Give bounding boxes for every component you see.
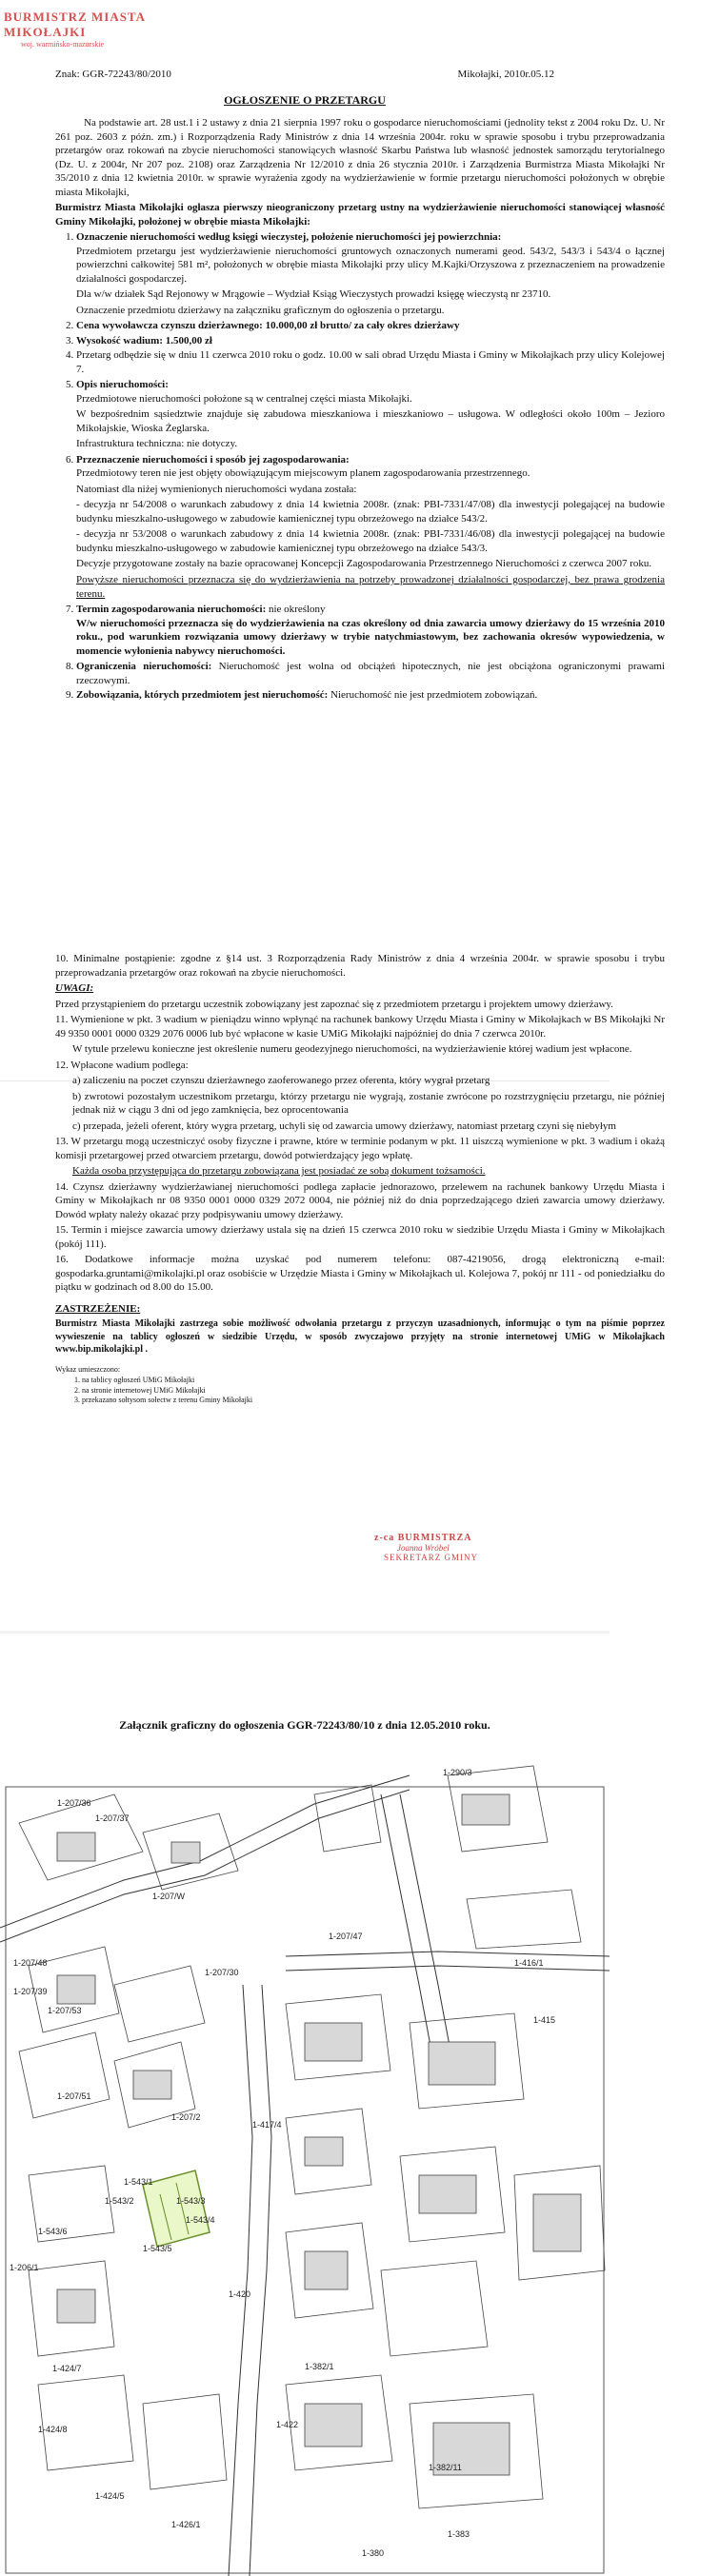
letterhead bbox=[4, 10, 213, 49]
list-item bbox=[76, 453, 665, 601]
item-text: Natomiast dla niżej wymienionych nieruchomości wydana została: bbox=[76, 483, 357, 495]
item-text: Powyższe nieruchomości przeznacza się do wydzierżawienia na potrzeby prowadzonej działalności gospodarczej, bez prawa grodzenia terenu. bbox=[76, 573, 665, 600]
parcel-label: 1-207/51 bbox=[57, 2091, 91, 2101]
list-item bbox=[76, 348, 665, 376]
parcel-label: 1-543/2 bbox=[105, 2196, 134, 2206]
parcel-label: 1-424/5 bbox=[95, 2491, 125, 2501]
continuation-body bbox=[0, 952, 720, 1406]
map-drawing bbox=[0, 1737, 610, 2576]
parcel-label: 1-416/1 bbox=[514, 1958, 544, 1968]
item-12b: b) zwrotowi pozostałym uczestnikom przetargu, którzy przetargu nie wygrają, zostanie zwrócone po rozstrzygnięciu przetargu, nie później jednak niż w ciągu 3 dni od jego zamknięcia, bez oprocentowania bbox=[72, 1090, 665, 1117]
announcement-body bbox=[0, 116, 720, 703]
reference-number: Znak: GGR-72243/80/2010 bbox=[55, 69, 171, 80]
parcel-label: 1-382/11 bbox=[429, 2463, 462, 2472]
item-text: Przedmiotowe nieruchomości położone są w centralnej części miasta Mikołajki. bbox=[76, 392, 412, 405]
list-item bbox=[76, 660, 665, 687]
place-date: Mikołajki, 2010r.05.12 bbox=[457, 69, 554, 80]
intro-paragraph: Na podstawie art. 28 ust.1 i 2 ustawy z dnia 21 sierpnia 1997 roku o gospodarce nieruchomościami (jednolity tekst z 2004 roku Dz. U. Nr 261 poz. 2603 z późn. zm.) i Rozporządzenia Rady Ministrów z dnia 14 września 2004r. roku w sprawie sposobu i trybu przeprowadzania przetargów oraz rokowań na zbycie nieruchomości stanowiących własność Skarbu Państwa lub własność jednostek samorządu terytorialnego (Dz. U. z 2004r, Nr 207 poz. 2108) oraz Zarządzenia Nr 12/2010 z dnia 26 stycznia 2010r. i Zarządzenia Burmistrza Miasta Mikołajki Nr 35/2010 z dnia 12 kwietnia 2010r. w sprawie wyrażenia zgody na wydzierżawienie w formie przetargu nieruchomości położonych w obrębie miasta Mikołajki, bbox=[55, 117, 665, 198]
item-text: 4. Przetarg odbędzie się w dniu 11 czerwca 2010 roku o godz. 10.00 w sali obrad Urzędu Miasta i Gminy w Mikołajkach przy ulicy Kolejowej 7. bbox=[76, 349, 665, 375]
list-item bbox=[76, 378, 665, 451]
stamp-line-1: z-ca BURMISTRZA bbox=[374, 1533, 472, 1543]
cadastral-map bbox=[0, 1737, 610, 2576]
item-text: nie określony bbox=[268, 604, 326, 616]
parcel-label: 1-207/37 bbox=[95, 1813, 130, 1823]
parcel-label: 1-424/8 bbox=[38, 2425, 68, 2434]
item-text: Decyzje przygotowane zostały na bazie opracowanej Koncepcji Zagospodarowania Przestrzennego Nieruchomości z czerwca 2007 roku. bbox=[76, 558, 652, 570]
list-item bbox=[76, 334, 665, 348]
parcel-label: 1-207/47 bbox=[329, 1932, 363, 1941]
parcel-label: 1-290/3 bbox=[443, 1768, 472, 1777]
parcel-label: 1-543/6 bbox=[38, 2227, 68, 2236]
parcel-label: 1-543/3 bbox=[176, 2196, 206, 2206]
item-text: Przedmiotowy teren nie jest objęty obowiązującym miejscowym planem zagospodarowania przestrzennego. bbox=[76, 467, 530, 480]
item-heading: Opis nieruchomości: bbox=[76, 379, 169, 391]
attachment-title: Załącznik graficzny do ogłoszenia GGR-72243/80/10 z dnia 12.05.2010 roku. bbox=[119, 1718, 490, 1732]
reservation-text: Burmistrz Miasta Mikołajki zastrzega sobie możliwość odwołania przetargu z przyczyn uzasadnionych, informując o tym na piśmie poprzez wywieszenie na tablicy ogłoszeń w siedzibie Urzędu, w sposób zwyczajowo przyjęty na stronie internetowej UMiG w Mikołajkach www.bip.mikolajki.pl . bbox=[55, 1318, 665, 1355]
parcel-label: 1-383 bbox=[448, 2529, 470, 2539]
parcel-label: 1-207/36 bbox=[57, 1798, 91, 1808]
list-item bbox=[76, 230, 665, 317]
item-text: Nieruchomość nie jest przedmiotem zobowiązań. bbox=[330, 689, 538, 702]
item-text: - decyzja nr 53/2008 o warunkach zabudowy z dnia 14 kwietnia 2008r. (znak: PBI-7331/46/08) dla inwestycji polegającej na budowie budynku mieszkalno-usługowego w zabudowie kamienicznej typu obrzeżowego na działce 543/3. bbox=[76, 528, 665, 554]
item-text: Oznaczenie przedmiotu dzierżawy na załączniku graficznym do ogłoszenia o przetargu. bbox=[76, 304, 445, 316]
letterhead-address: woj. warmińsko-mazurskie bbox=[21, 40, 105, 49]
list-item bbox=[76, 688, 665, 703]
item-heading: Przeznaczenie nieruchomości i sposób jej zagospodarowania: bbox=[76, 453, 350, 466]
parcel-label: 1-207/48 bbox=[13, 1958, 48, 1968]
parcel-label: 1-417/4 bbox=[252, 2120, 282, 2130]
list-item bbox=[76, 603, 665, 658]
parcel-label: 1-426/1 bbox=[171, 2520, 201, 2529]
parcel-label: 1-207/39 bbox=[13, 1987, 48, 1996]
item-heading: Zobowiązania, których przedmiotem jest nieruchomość: bbox=[76, 689, 329, 702]
stamp-signature: Joanna Wróbel bbox=[397, 1543, 450, 1553]
item-text: W bezpośrednim sąsiedztwie znajduje się zabudowa mieszkaniowa i mieszkaniowo – usługowa. W odległości około 100m – Jezioro Mikołajskie, Wioska Żeglarska. bbox=[76, 408, 665, 434]
distribution-list bbox=[55, 1365, 665, 1406]
item-text: Dla w/w działek Sąd Rejonowy w Mrągowie – Wydział Ksiąg Wieczystych prowadzi księgę wieczystą nr 23710. bbox=[76, 288, 551, 301]
parcel-label: 1-420 bbox=[229, 2289, 251, 2299]
parcel-label: 1-207/2 bbox=[171, 2112, 201, 2122]
letterhead-name: BURMISTRZ MIASTA MIKOŁAJKI bbox=[4, 10, 146, 39]
item-heading: Cena wywoławcza czynszu dzierżawnego: 10.000,00 zł brutto/ za cały okres dzierżawy bbox=[76, 320, 460, 332]
items-list bbox=[55, 230, 665, 703]
item-text: Nieruchomość jest wolna od obciążeń hipotecznych, nie jest obciążona ograniczonymi prawami rzeczowymi. bbox=[76, 661, 666, 686]
parcel-label: 1-380 bbox=[362, 2548, 385, 2558]
item-12a: a) zaliczeniu na poczet czynszu dzierżawnego zaoferowanego przez oferenta, który wygrał przetarg bbox=[72, 1075, 490, 1087]
parcel-label: 1-382/1 bbox=[305, 2362, 334, 2371]
list-item: 3. przekazano sołtysom sołectw z terenu Gminy Mikołajki bbox=[74, 1396, 253, 1405]
item-heading: Termin zagospodarowania nieruchomości: bbox=[76, 604, 267, 616]
parcel-label: 1-207/53 bbox=[48, 2006, 82, 2015]
intro-announcement: Burmistrz Miasta Mikołajki ogłasza pierwszy nieograniczony przetarg ustny na wydzierżawienie nieruchomości stanowiącej własność Gminy Mikołajki, położonej w obrębie miasta Mikołajki: bbox=[55, 202, 665, 228]
item-text: - decyzja nr 54/2008 o warunkach zabudowy z dnia 14 kwietnia 2008r. (znak: PBI-7331/47/08) dla inwestycji polegającej na budowie budynku mieszkalno-usługowego w zabudowie kamienicznej typu obrzeżowego na działce 543/2. bbox=[76, 499, 665, 525]
item-14: 14. Czynsz dzierżawny wydzierżawianej nieruchomości podlega zapłacie jednorazowo, przelewem na rachunek bankowy Urzędu Miasta i Gminy w Mikołajkach nr 08 9350 0001 0000 0329 2072 0004, nie później niż do dnia poprzedzającego dzień zawarcia umowy dzierżawy. Dowód wpłaty należy okazać przy podpisywaniu umowy dzierżawy. bbox=[55, 1180, 665, 1220]
page-separator bbox=[0, 1631, 610, 1634]
item-heading: Oznaczenie nieruchomości według księgi wieczystej, położenie nieruchomości jej powierzchnia: bbox=[76, 231, 502, 244]
stamp-line-3: SEKRETARZ GMINY bbox=[384, 1553, 479, 1562]
page-title: OGŁOSZENIE O PRZETARGU bbox=[224, 93, 386, 107]
item-11: 11. Wymienione w pkt. 3 wadium w pieniądzu winno wpłynąć na rachunek bankowy Urzędu Miasta i Gminy w Mikołajkach w BS Mikołajki Nr 49 9350 0001 0000 0329 2076 0006 lub być wpłacone w kasie UMiG Mikołajki najpóźniej do dnia 7 czerwca 2010r. bbox=[55, 1014, 665, 1040]
item-text: W/w nieruchomości przeznacza się do wydzierżawienia na czas określony od dnia zawarcia umowy dzierżawy do 15 września 2010 roku., pod warunkiem rozwiązania umowy dzierżawy w trybie natychmiastowym, bez zachowania okresów wypowiedzenia, w momencie wyłonienia nabywcy nieruchomości. bbox=[76, 617, 665, 657]
item-12c: c) przepada, jeżeli oferent, który wygra przetarg, uchyli się od zawarcia umowy dzierżawy, natomiast przetarg czyni się niebyłym bbox=[72, 1120, 616, 1132]
item-16: 16. Dodatkowe informacje można uzyskać pod numerem telefonu: 087-4219056, drogą elektroniczną e-mail: gospodarka.gruntami@mikolajki.pl oraz osobiście w Urzędzie Miasta i Gminy w Mikołajkach ul. Kolejowa 7, pokój nr 111 - od poniedziałku do piątku w godzinach od 8.00 do 15.00. bbox=[55, 1254, 665, 1294]
distribution-title: Wykaz umieszczono: bbox=[55, 1364, 121, 1374]
list-item: 1. na tablicy ogłoszeń UMiG Mikołajki bbox=[74, 1375, 195, 1384]
official-stamp bbox=[374, 1533, 498, 1585]
reservation-heading: ZASTRZEŻENIE: bbox=[55, 1302, 141, 1315]
notes-intro: Przed przystąpieniem do przetargu uczestnik zobowiązany jest zapoznać się z przedmiotem przetargu i projektem umowy dzierżawy. bbox=[55, 998, 613, 1010]
notes-heading: UWAGI: bbox=[55, 982, 94, 995]
document-page-1 bbox=[0, 0, 666, 1080]
item-13: 13. W przetargu mogą uczestniczyć osoby fizyczne i prawne, które w terminie podanym w pkt. 11 uiszczą wymienione w pkt. 3 wadium i okażą komisji przetargowej przed otwarciem przetargu, dowód potwierdzający jego wpłatę. bbox=[55, 1136, 665, 1161]
parcel-label: 1-543/4 bbox=[186, 2215, 215, 2225]
parcel-label: 1-415 bbox=[533, 2015, 556, 2025]
parcel-label: 1-543/1 bbox=[124, 2177, 153, 2187]
item-heading: Ograniczenia nieruchomości: bbox=[76, 661, 212, 673]
parcel-label: 1-424/7 bbox=[52, 2364, 82, 2373]
item-text: Przedmiotem przetargu jest wydzierżawienie nieruchomości gruntowych oznaczonych numerami geod. 543/2, 543/3 i 543/4 o łącznej powierzchni całkowitej 581 m², położonych w obrębie miasta Mikołajki przy ulicy M.Kajki/Orzyszowa z przeznaczeniem na prowadzenie działalności gospodarczej. bbox=[76, 245, 665, 285]
item-heading: Wysokość wadium: 1.500,00 zł bbox=[76, 334, 212, 347]
item-text: Infrastruktura techniczna: nie dotyczy. bbox=[76, 438, 238, 450]
reference-line bbox=[55, 69, 554, 80]
parcel-label: 1-206/1 bbox=[10, 2263, 39, 2272]
parcel-label: 1-207/W bbox=[152, 1892, 186, 1901]
parcel-label: 1-543/5 bbox=[143, 2244, 172, 2253]
item-12: 12. Wpłacone wadium podlega: bbox=[55, 1059, 189, 1071]
list-item: 2. na stronie internetowej UMiG Mikołajki bbox=[74, 1385, 206, 1395]
list-item bbox=[76, 319, 665, 333]
parcel-label: 1-422 bbox=[276, 2420, 299, 2429]
item-13-note: Każda osoba przystępująca do przetargu zobowiązana jest posiadać ze sobą dokument tożsamości. bbox=[72, 1165, 486, 1178]
item-11-note: W tytule przelewu konieczne jest określenie numeru geodezyjnego nieruchomości, na wydzierżawienie której wadium jest wpłacone. bbox=[72, 1043, 632, 1056]
parcel-label: 1-207/30 bbox=[205, 1968, 239, 1977]
item-15: 15. Termin i miejsce zawarcia umowy dzierżawy ustala się na dzień 15 czerwca 2010 roku w siedzibie Urzędu Miasta i Gminy w Mikołajkach (pokój 111). bbox=[55, 1224, 665, 1250]
item-10: 10. Minimalne postąpienie: zgodne z §14 ust. 3 Rozporządzenia Rady Ministrów z dnia 4 września 2004r. w sprawie sposobu i trybu przeprowadzania przetargów oraz rokowań na zbycie nieruchomości. bbox=[55, 953, 665, 979]
